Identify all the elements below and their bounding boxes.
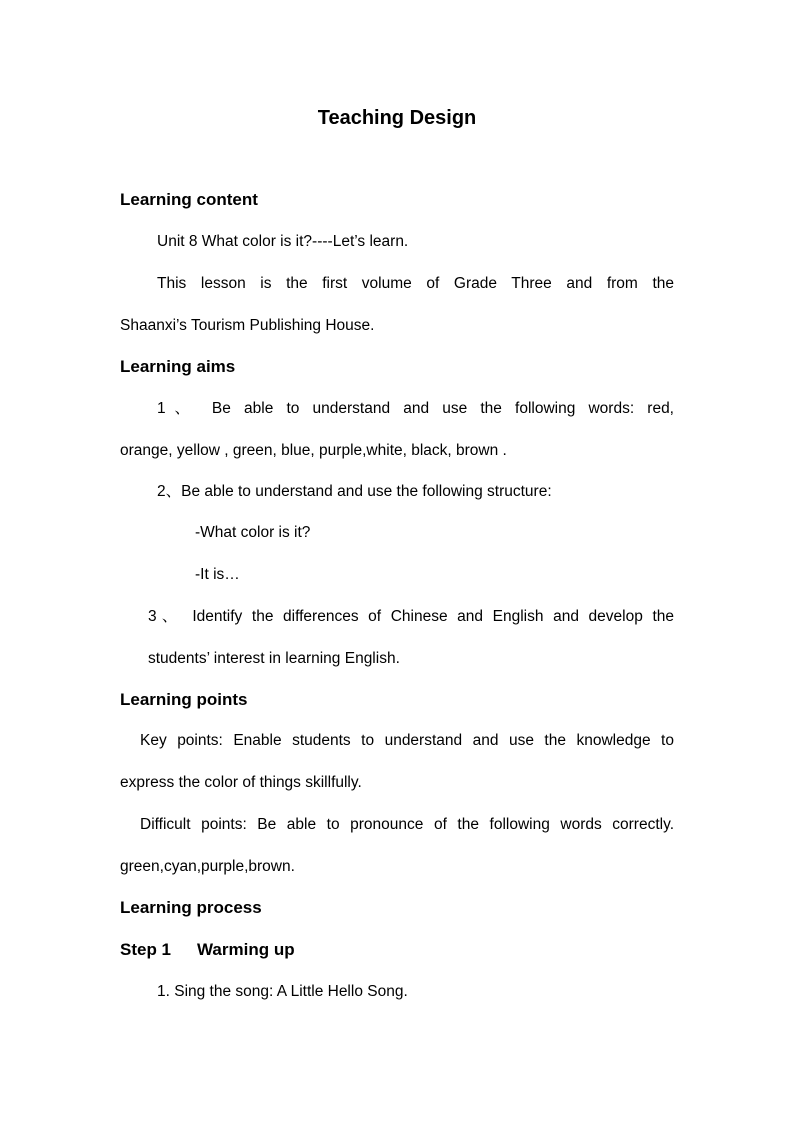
key-points-line-1: Key points: Enable students to understand and use the knowledge to xyxy=(140,732,674,749)
step-1-title: Warming up xyxy=(197,940,295,959)
section-heading-learning-content: Learning content xyxy=(120,190,258,209)
section-heading-learning-aims: Learning aims xyxy=(120,357,236,376)
aim-1-line-2: orange, yellow , green, blue, purple,white, black, brown . xyxy=(120,442,507,459)
step-1-label: Step 1 xyxy=(120,940,172,959)
aim-3-line-2: students’ interest in learning English. xyxy=(148,650,400,667)
aim-2-text: 2、Be able to understand and use the following structure: xyxy=(157,483,552,500)
difficult-points-line-1: Difficult points: Be able to pronounce of the following words correctly. xyxy=(140,816,674,833)
lesson-description-line-1: This lesson is the first volume of Grade Three and from the xyxy=(157,275,674,292)
structure-answer: -It is… xyxy=(195,566,240,583)
step-1-heading xyxy=(120,940,674,960)
structure-question: -What color is it? xyxy=(195,524,311,541)
unit-title-text: Unit 8 What color is it?----Let’s learn. xyxy=(157,233,409,250)
aim-1-line-1: 1、 Be able to understand and use the following words: red, xyxy=(157,400,674,417)
key-points-line-2: express the color of things skillfully. xyxy=(120,774,362,791)
step-1-item-1: 1. Sing the song: A Little Hello Song. xyxy=(157,983,408,1000)
difficult-points-line-2: green,cyan,purple,brown. xyxy=(120,858,295,875)
section-heading-learning-process: Learning process xyxy=(120,898,262,917)
page-title: Teaching Design xyxy=(317,107,477,129)
aim-3-line-1: 3、 Identify the differences of Chinese and English and develop the xyxy=(148,608,674,625)
lesson-description-line-2: Shaanxi’s Tourism Publishing House. xyxy=(120,317,375,334)
section-heading-learning-points: Learning points xyxy=(120,690,248,709)
